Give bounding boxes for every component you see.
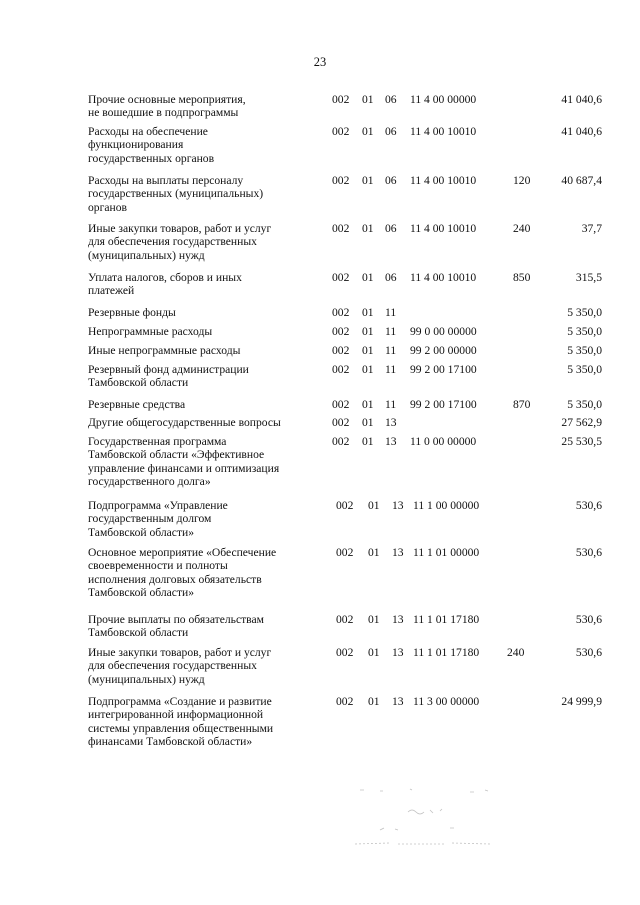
row-ved-code: 002	[336, 613, 354, 626]
row-name: Подпрограмма «Создание и развитие интегрированной информационной системы управления общественными финансами Тамбовской области»	[88, 695, 274, 749]
row-amount: 27 562,9	[561, 416, 602, 429]
row-ved-code: 002	[336, 546, 354, 559]
row-target-code: 11 4 00 00000	[410, 93, 477, 106]
row-name: Иные закупки товаров, работ и услуг для обеспечения государственных (муниципальных) нужд	[88, 646, 272, 686]
row-subsection-code: 13	[385, 416, 397, 429]
row-section-code: 01	[362, 416, 374, 429]
row-section-code: 01	[362, 174, 374, 187]
row-subsection-code: 11	[385, 325, 397, 338]
row-target-code: 11 3 00 00000	[413, 695, 480, 708]
row-subsection-code: 13	[392, 499, 404, 512]
row-ved-code: 002	[332, 222, 350, 235]
row-name: Резервные средства	[88, 398, 186, 411]
row-target-code: 11 4 00 10010	[410, 174, 477, 187]
row-target-code: 11 1 00 00000	[413, 499, 480, 512]
row-amount: 41 040,6	[561, 125, 602, 138]
row-subsection-code: 13	[392, 695, 404, 708]
row-ved-code: 002	[332, 271, 350, 284]
row-ved-code: 002	[332, 435, 350, 448]
row-target-code: 99 2 00 17100	[410, 363, 477, 376]
row-target-code: 99 0 00 00000	[410, 325, 477, 338]
row-target-code: 11 1 01 17180	[413, 613, 480, 626]
row-section-code: 01	[362, 125, 374, 138]
row-name: Другие общегосударственные вопросы	[88, 416, 281, 429]
row-subsection-code: 11	[385, 306, 397, 319]
row-ved-code: 002	[332, 306, 350, 319]
row-ved-code: 002	[332, 125, 350, 138]
row-name: Государственная программа Тамбовской области «Эффективное управление финансами и оптимизация государственного долга»	[88, 435, 280, 489]
row-section-code: 01	[362, 306, 374, 319]
row-target-code: 11 1 01 00000	[413, 546, 480, 559]
row-section-code: 01	[368, 695, 380, 708]
row-ved-code: 002	[332, 416, 350, 429]
row-amount: 530,6	[575, 613, 602, 626]
row-amount: 24 999,9	[561, 695, 602, 708]
row-name: Непрограммные расходы	[88, 325, 213, 338]
row-target-code: 11 1 01 17180	[413, 646, 480, 659]
row-subsection-code: 06	[385, 174, 397, 187]
row-target-code: 11 0 00 00000	[410, 435, 477, 448]
row-expense-type-code: 240	[507, 646, 525, 659]
row-name: Основное мероприятие «Обеспечение своевременности и полноты исполнения долговых обязательств Тамбовской области»	[88, 546, 277, 600]
faint-stamp-marks	[350, 782, 500, 852]
row-subsection-code: 13	[392, 613, 404, 626]
row-name: Резервные фонды	[88, 306, 176, 319]
row-subsection-code: 13	[392, 546, 404, 559]
row-section-code: 01	[362, 363, 374, 376]
row-name: Иные закупки товаров, работ и услуг для обеспечения государственных (муниципальных) нужд	[88, 222, 272, 262]
row-target-code: 11 4 00 10010	[410, 222, 477, 235]
row-target-code: 11 4 00 10010	[410, 271, 477, 284]
row-subsection-code: 13	[385, 435, 397, 448]
row-name: Резервный фонд администрации Тамбовской области	[88, 363, 249, 390]
row-amount: 530,6	[575, 646, 602, 659]
row-subsection-code: 06	[385, 125, 397, 138]
row-name: Уплата налогов, сборов и иных платежей	[88, 271, 242, 298]
row-name: Подпрограмма «Управление государственным долгом Тамбовской области»	[88, 499, 228, 539]
row-amount: 5 350,0	[567, 344, 602, 357]
row-amount: 530,6	[575, 499, 602, 512]
row-name: Прочие выплаты по обязательствам Тамбовской области	[88, 613, 264, 640]
row-target-code: 11 4 00 10010	[410, 125, 477, 138]
row-ved-code: 002	[332, 93, 350, 106]
row-ved-code: 002	[332, 174, 350, 187]
row-subsection-code: 11	[385, 363, 397, 376]
row-section-code: 01	[368, 499, 380, 512]
row-section-code: 01	[362, 398, 374, 411]
row-subsection-code: 11	[385, 398, 397, 411]
row-ved-code: 002	[336, 646, 354, 659]
row-name: Расходы на выплаты персоналу государственных (муниципальных) органов	[88, 174, 264, 214]
row-name: Прочие основные мероприятия, не вошедшие в подпрограммы	[88, 93, 246, 120]
page-number: 23	[313, 55, 327, 69]
row-name: Иные непрограммные расходы	[88, 344, 241, 357]
row-amount: 5 350,0	[567, 325, 602, 338]
row-amount: 315,5	[575, 271, 602, 284]
row-expense-type-code: 120	[513, 174, 531, 187]
row-section-code: 01	[362, 344, 374, 357]
row-target-code: 99 2 00 00000	[410, 344, 477, 357]
row-ved-code: 002	[332, 325, 350, 338]
row-amount: 41 040,6	[561, 93, 602, 106]
row-section-code: 01	[362, 222, 374, 235]
row-section-code: 01	[368, 613, 380, 626]
row-section-code: 01	[362, 93, 374, 106]
row-ved-code: 002	[332, 398, 350, 411]
row-ved-code: 002	[336, 695, 354, 708]
row-expense-type-code: 850	[513, 271, 531, 284]
row-expense-type-code: 240	[513, 222, 531, 235]
row-subsection-code: 06	[385, 93, 397, 106]
row-target-code: 99 2 00 17100	[410, 398, 477, 411]
row-section-code: 01	[362, 435, 374, 448]
row-ved-code: 002	[332, 344, 350, 357]
row-expense-type-code: 870	[513, 398, 531, 411]
row-amount: 5 350,0	[567, 398, 602, 411]
row-subsection-code: 06	[385, 271, 397, 284]
row-amount: 5 350,0	[567, 363, 602, 376]
row-section-code: 01	[368, 646, 380, 659]
row-section-code: 01	[362, 271, 374, 284]
row-section-code: 01	[362, 325, 374, 338]
row-amount: 5 350,0	[567, 306, 602, 319]
row-section-code: 01	[368, 546, 380, 559]
row-amount: 37,7	[581, 222, 602, 235]
row-ved-code: 002	[332, 363, 350, 376]
row-amount: 25 530,5	[561, 435, 602, 448]
row-ved-code: 002	[336, 499, 354, 512]
row-subsection-code: 06	[385, 222, 397, 235]
row-name: Расходы на обеспечение функционирования государственных органов	[88, 125, 215, 165]
row-amount: 40 687,4	[561, 174, 602, 187]
row-amount: 530,6	[575, 546, 602, 559]
row-subsection-code: 13	[392, 646, 404, 659]
row-subsection-code: 11	[385, 344, 397, 357]
